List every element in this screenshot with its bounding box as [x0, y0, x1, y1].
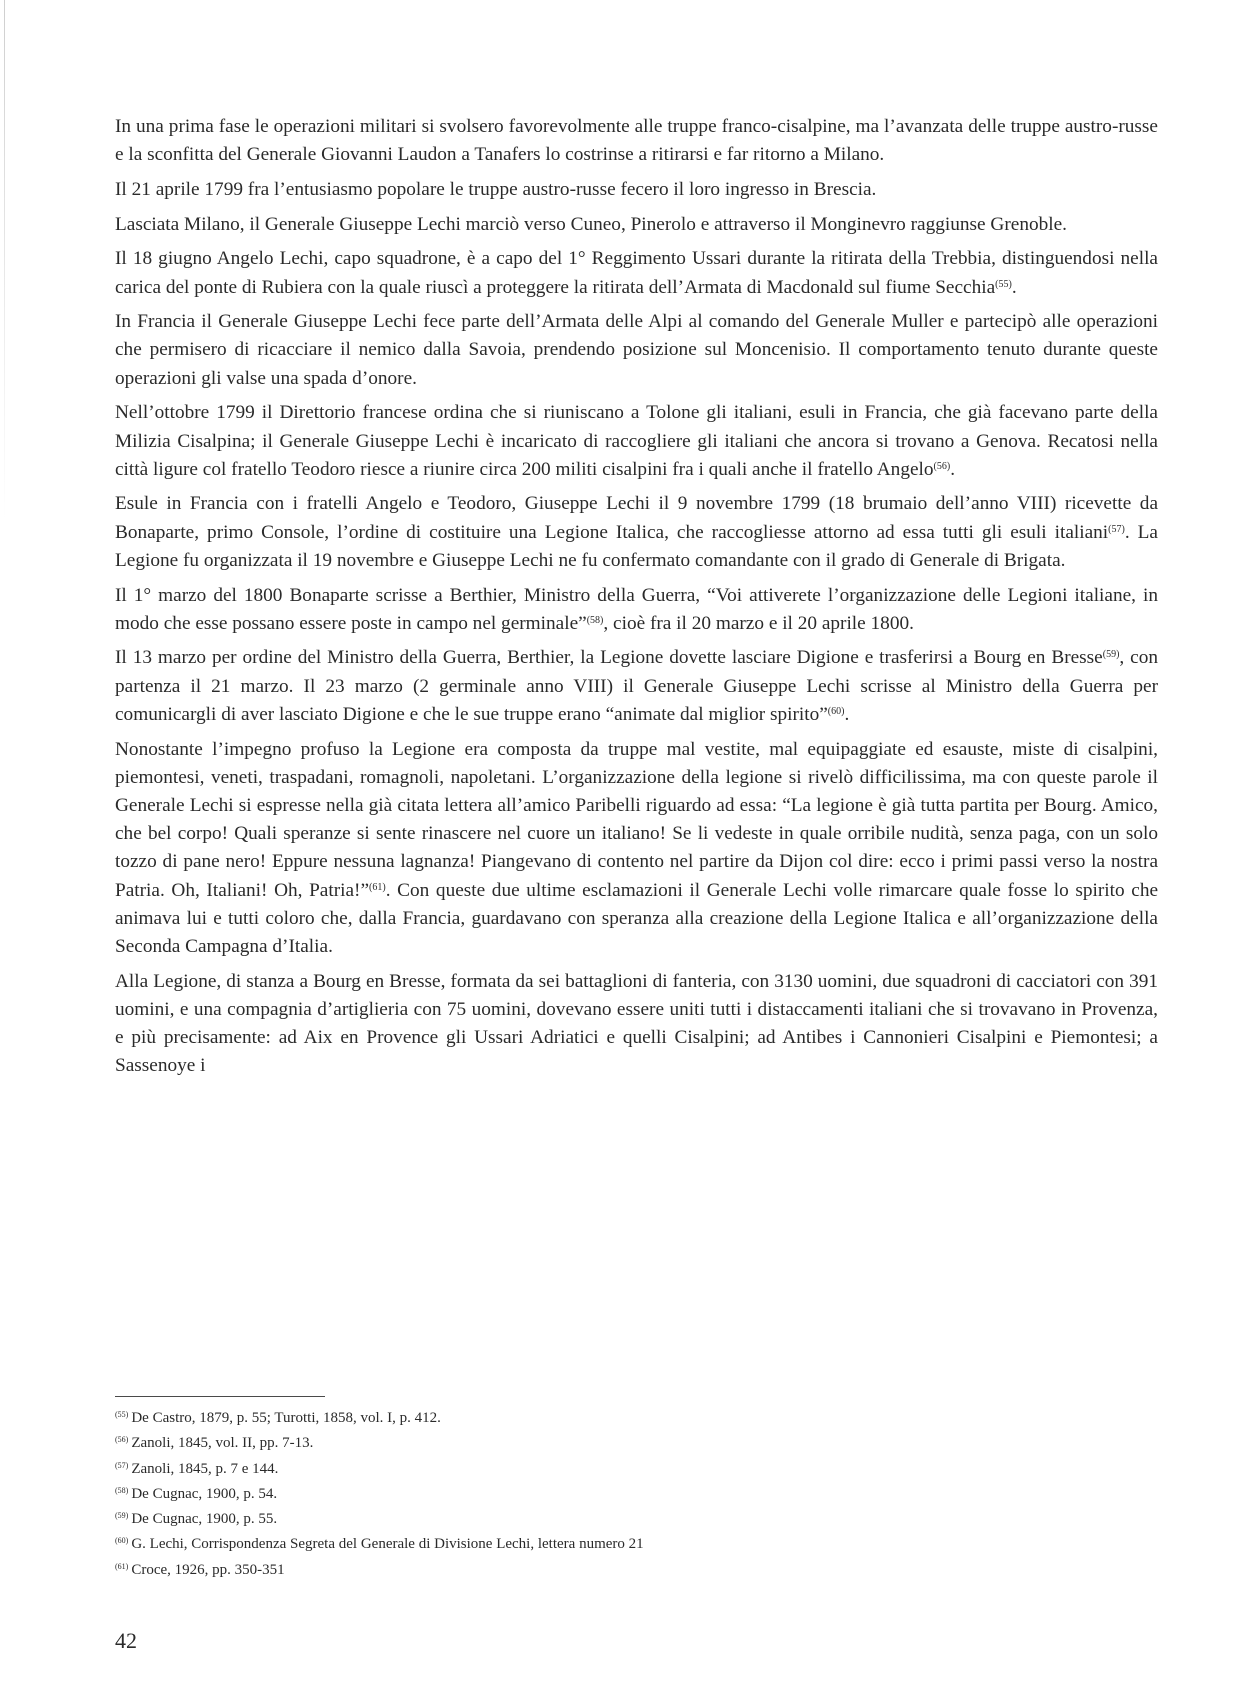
paragraph: Il 1° marzo del 1800 Bonaparte scrisse a Berthier, Ministro della Guerra, “Voi attiverete l’organizzazione delle Legioni italiane, in modo che esse possano essere poste in campo nel germinale”$^{(58)}$, cioè fra il 20 marzo e il 20 aprile 1800.: [115, 584, 1158, 634]
footnote: $^{(56)}$ Zanoli, 1845, vol. II, pp. 7-13.: [115, 1435, 314, 1452]
footnote: $^{(58)}$ De Cugnac, 1900, p. 54.: [115, 1485, 278, 1502]
footnote: $^{(57)}$ Zanoli, 1845, p. 7 e 144.: [115, 1460, 279, 1477]
footnote-reference: (56): [933, 460, 951, 472]
footnote: $^{(59)}$ De Cugnac, 1900, p. 55.: [115, 1511, 278, 1528]
page-number: 42: [115, 1628, 137, 1653]
paragraph: Esule in Francia con i fratelli Angelo e Teodoro, Giuseppe Lechi il 9 novembre 1799 (18 brumaio dell’anno VIII) ricevette da Bonaparte, primo Console, l’ordine di costituire una Legione Italica, che raccogliesse attorno ad essa tutti gli esuli italiani$^{(57)}$. La Legione fu organizzata il 19 novembre e Giuseppe Lechi ne fu confermato comandante con il grado di Generale di Brigata.: [115, 493, 1158, 571]
paragraph: In Francia il Generale Giuseppe Lechi fece parte dell’Armata delle Alpi al comando del Generale Muller e partecipò alle operazioni che permisero di ricacciare il nemico dalla Savoia, prendendo posizione sul Moncenisio. Il comportamento tenuto durante queste operazioni gli valse una spada d’onore.: [115, 311, 1158, 389]
footnote: $^{(61)}$ Croce, 1926, pp. 350-351: [115, 1561, 285, 1578]
footnote-divider: [115, 1396, 325, 1397]
body-text: [115, 113, 1158, 1087]
paragraph: Nell’ottobre 1799 il Direttorio francese ordina che si riuniscano a Tolone gli italiani, esuli in Francia, che già facevano parte della Milizia Cisalpina; il Generale Giuseppe Lechi è incaricato di raccogliere gli italiani che ancora si trovano a Genova. Recatosi nella città ligure col fratello Teodoro riesce a riunire circa 200 militi cisalpini fra i quali anche il fratello Angelo$^{(56)}$.: [115, 402, 1158, 480]
paragraph: In una prima fase le operazioni militari si svolsero favorevolmente alle truppe franco-cisalpine, ma l’avanzata delle truppe austro-russe e la sconfitta del Generale Giovanni Laudon a Tanafers lo costrinse a ritirarsi e far ritorno a Milano.: [115, 116, 1158, 166]
footnotes: [115, 1404, 1155, 1581]
footnote-reference: (57): [1108, 523, 1125, 535]
paragraph: Il 13 marzo per ordine del Ministro della Guerra, Berthier, la Legione dovette lasciare Digione e trasferirsi a Bourg en Bresse$^{(59)}$, con partenza il 21 marzo. Il 23 marzo (2 germinale anno VIII) il Generale Giuseppe Lechi scrisse al Ministro della Guerra per comunicargli di aver lasciato Digione e che le sue truppe erano “animate dal miglior spirito”$^{(60)}$.: [115, 647, 1158, 725]
paragraph: Il 18 giugno Angelo Lechi, capo squadrone, è a capo del 1° Reggimento Ussari durante la ritirata della Trebbia, distinguendosi nella carica del ponte di Rubiera con la quale riuscì a proteggere la ritirata dell’Armata di Macdonald sul fiume Secchia$^{(55)}$.: [115, 248, 1158, 298]
footnote-reference: (58): [586, 614, 604, 626]
paragraph: Alla Legione, di stanza a Bourg en Bresse, formata da sei battaglioni di fanteria, con 3130 uomini, due squadroni di cacciatori con 391 uomini, e una compagnia d’artiglieria con 75 uomini, dovevano essere uniti tutti i distaccamenti italiani che si trovavano in Provenza, e più precisamente: ad Aix en Provence gli Ussari Adriatici e quelli Cisalpini; ad Antibes i Cannonieri Cisalpini e Piemontesi; a Sassenoye i: [115, 970, 1158, 1077]
paragraph: Il 21 aprile 1799 fra l’entusiasmo popolare le truppe austro-russe fecero il loro ingresso in Brescia.: [115, 178, 877, 200]
scan-edge-shadow: [4, 0, 5, 520]
footnote-reference: (60): [827, 705, 845, 717]
paragraph: Nonostante l’impegno profuso la Legione era composta da truppe mal vestite, mal equipaggiate ed esauste, miste di cisalpini, piemontesi, veneti, traspadani, romagnoli, napoletani. L’organizzazione della legione si rivelò difficilissima, ma con queste parole il Generale Lechi si espresse nella già citata lettera all’amico Paribelli riguardo ad essa: “La legione è già tutta partita per Bourg. Amico, che bel corpo! Quali speranze si sente rinascere nel cuore un italiano! Se li vedeste in quale orribile nudità, senza paga, con un solo tozzo di pane nero! Eppure nessuna lagnanza! Piangevano di contento nel partire da Dijon col dire: ecco i primi passi verso la nostra Patria. Oh, Italiani! Oh, Patria!”$^{(61)}$. Con queste due ultime esclamazioni il Generale Lechi volle rimarcare quale fosse lo spirito che animava lui e tutti coloro che, dalla Francia, guardavano con speranza alla creazione della Legione Italica e all’organizzazione della Seconda Campagna d’Italia.: [115, 738, 1159, 957]
paragraph: Lasciata Milano, il Generale Giuseppe Lechi marciò verso Cuneo, Pinerolo e attraverso il Monginevro raggiunse Grenoble.: [115, 213, 1067, 235]
footnote: $^{(55)}$ De Castro, 1879, p. 55; Turotti, 1858, vol. I, p. 412.: [115, 1410, 441, 1426]
footnote-reference: (55): [995, 278, 1012, 290]
footnote-reference: (61): [369, 881, 386, 893]
footnote: $^{(60)}$ G. Lechi, Corrispondenza Segreta del Generale di Divisione Lechi, lettera numero 21: [115, 1536, 644, 1553]
footnote-reference: (59): [1102, 649, 1120, 661]
